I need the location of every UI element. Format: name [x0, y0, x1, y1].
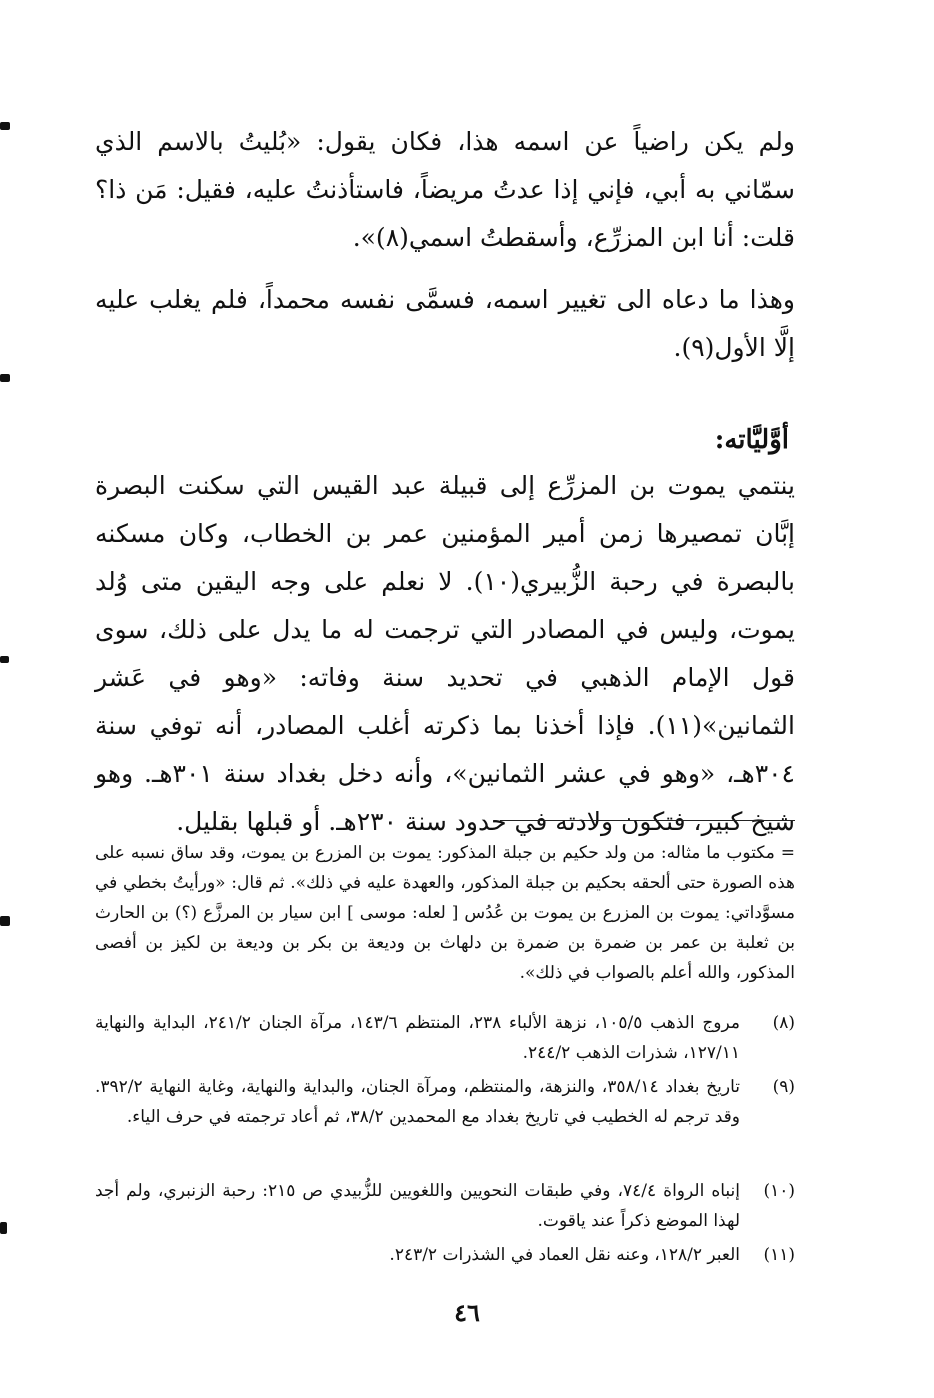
footnote-continuation: = مكتوب ما مثاله: من ولد حكيم بن جبلة المذكور: يموت بن المزرع بن يموت، وقد ساق نسبه على هذه الصورة حتى ألحقه بحكيم بن جبلة المذكور، والعهدة عليه في ذلك». ثم قال: «ورأيتُ بخطي في مسوَّداتي: يموت بن المزرع بن يموت بن عُدُس [ لعله: موسى ] ابن سيار بن المرزَّع (؟) بن الحارث بن ثعلبة بن عمر بن ضمرة بن ضمرة بن دلهاث بن وديعة بن بكر بن وديعة بن لكيز بن أفصى المذكور، والله أعلم بالصواب في ذلك».	[95, 843, 795, 983]
scan-speck	[0, 374, 10, 382]
paragraph-origins: ينتمي يموت بن المزرِّع إلى قبيلة عبد القيس التي سكنت البصرة إبَّان تمصيرها زمن أمير المؤمنين عمر بن الخطاب، وكان مسكنه بالبصرة في رحبة الزُّبيري(١٠). لا نعلم على وجه اليقين متى وُلد يموت، وليس في المصادر التي ترجمت له ما يدل على ذلك، سوى قول الإمام الذهبي في تحديد سنة وفاته: «وهو في عَشر الثمانين»(١١). فإذا أخذنا بما ذكرته أغلب المصادر، أنه توفي سنة ٣٠٤هـ، «وهو في عشر الثمانين»، وأنه دخل بغداد سنة ٣٠١هـ. وهو شيخ كبير، فتكون ولادته في حدود سنة ٢٣٠هـ. أو قبلها بقليل.	[95, 471, 795, 836]
paragraph-name-change: وهذا ما دعاه الى تغيير اسمه، فسمَّى نفسه محمداً، فلم يغلب عليه إلَّا الأول(٩).	[95, 285, 795, 362]
footnote-number: (٩)	[772, 1077, 795, 1097]
footnote-9	[95, 1072, 795, 1132]
footnote-number: (١١)	[763, 1245, 795, 1265]
scan-speck	[0, 1222, 7, 1234]
footnote-text: العبر ١٢٨/٢، وعنه نقل العماد في الشذرات ٢٤٣/٢.	[389, 1245, 740, 1265]
footnote-11	[95, 1240, 795, 1270]
scan-speck	[0, 656, 9, 663]
footnote-10	[95, 1176, 795, 1236]
footnote-number: (٨)	[772, 1013, 795, 1033]
page-number: ٤٦	[454, 1298, 480, 1327]
footnote-text: مروج الذهب ١٠٥/٥، نزهة الألباء ٢٣٨، المنتظم ١٤٣/٦، مرآة الجنان ٢٤١/٢، البداية والنهاية ١٢٧/١١، شذرات الذهب ٢٤٤/٢.	[95, 1013, 740, 1063]
footnote-text: إنباه الرواة ٧٤/٤، وفي طبقات النحويين واللغويين للزُّبيدي ص ٢١٥: رحبة الزنبري، ولم أجد لهذا الموضع ذكراً عند ياقوت.	[95, 1181, 740, 1231]
footnote-separator	[500, 820, 795, 821]
footnote-8	[95, 1008, 795, 1068]
footnote-text: تاريخ بغداد ٣٥٨/١٤، والنزهة، والمنتظم، ومرآة الجنان، والبداية والنهاية، وغاية النهاية ٣٩٢/٢. وقد ترجم له الخطيب في تاريخ بغداد مع المحمدين ٣٨/٢، ثم أعاد ترجمته في حرف الياء.	[95, 1077, 740, 1127]
footnote-number: (١٠)	[763, 1181, 795, 1201]
scan-speck	[0, 916, 10, 926]
paragraph-name-complaint: ولم يكن راضياً عن اسمه هذا، فكان يقول: «بُليتُ بالاسم الذي سمّاني به أبي، فإني إذا عدتُ مريضاً، فاستأذنتُ عليه، فقيل: مَن ذا؟ قلت: أنا ابن المزرِّع، وأسقطتُ اسمي(٨)».	[95, 127, 795, 252]
scan-speck	[0, 122, 10, 130]
section-heading: أوَّليَّاته:	[714, 425, 789, 455]
